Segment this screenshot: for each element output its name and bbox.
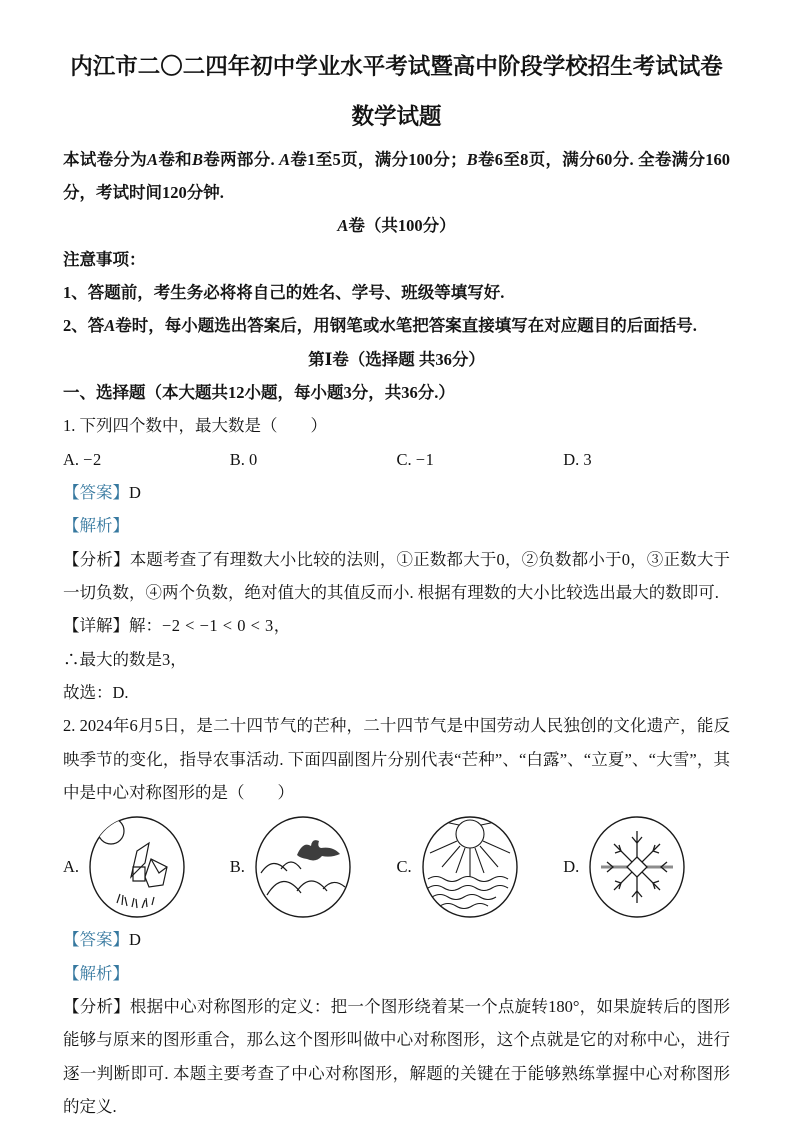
intro-paragraph [63,143,730,210]
intro-text: 本试卷分为 [63,149,148,169]
grain-in-ear-mangzhong-icon [87,815,187,919]
volume-a-heading-text: 卷（共100分） [348,216,456,236]
option-value: 0 [249,449,258,469]
option-label: D. [563,449,580,469]
notice-text: 卷时，每小题选出答案后，用钢笔或水笔把答案直接填写在对应题目的后面括号. [115,316,697,336]
option-value: −1 [415,449,435,469]
intro-text: 卷和 [158,149,192,169]
detail-math: −2 < −1 < 0 < 3， [162,616,291,636]
volume-a-letter: A [279,149,291,169]
snow-daxue-snowflake-icon [587,815,687,919]
notice-text: 2、答 [63,316,105,336]
question-1-options [63,443,730,476]
notice-item-1: 1、答题前，考生务必将将自己的姓名、学号、班级等填写好. [63,283,505,303]
question-1-option-d [563,443,730,476]
option-label: A. [63,857,80,877]
volume-a-heading [63,209,730,242]
analysis-label: 【解析】 [63,963,129,983]
question-1-conclusion: ∴最大的数是3， [63,649,187,669]
option-value: −2 [83,449,102,469]
question-2-figures [63,815,730,919]
intro-text: 卷1至5页，满分100分； [290,149,467,169]
question-1-detail [63,609,730,642]
answer-value: D [129,483,141,503]
analysis-label: 【解析】 [63,516,129,536]
summer-lixia-sun-waves-icon [420,815,520,919]
question-1-answer [63,476,730,509]
option-label: C. [396,857,412,877]
answer-label: 【答案】 [63,930,129,950]
white-dew-bailu-goose-icon [253,815,353,919]
answer-value: D [129,930,141,950]
question-2-option-a [63,815,230,919]
option-label: B. [229,857,245,877]
option-label: D. [563,857,580,877]
option-label: B. [229,449,245,469]
question-2-answer [63,923,730,956]
volume-a-letter: A [147,149,159,169]
volume-b-letter: B [466,149,478,169]
option-label: A. [63,449,80,469]
volume-a-letter: A [104,316,116,336]
page-subtitle: 数学试题 [351,104,442,130]
question-1-analysis-label [63,509,730,542]
option-value: 3 [583,449,593,469]
answer-label: 【答案】 [63,483,129,503]
question-2-stem: 2. 2024年6月5日，是二十四节气的芒种，二十四节气是中国劳动人民独创的文化遗产，能反映季节的变化，指导农事活动. 下面四副图片分别代表“芒种”、“白露”、“立夏”、“大雪”，其中是中心对称图形的是（ ） [63,716,730,802]
volume-a-letter: A [337,216,349,236]
question-2-option-c [397,815,564,919]
question-1-option-c [397,443,564,476]
question-1-option-a [63,443,230,476]
question-2-analysis-label [63,957,730,990]
volume-b-letter: B [191,149,203,169]
notice-heading: 注意事项： [63,249,146,269]
question-2-option-b [230,815,397,919]
option-label: C. [396,449,412,469]
question-1-analysis: 【分析】本题考查了有理数大小比较的法则，①正数都大于0，②负数都小于0，③正数大于一切负数，④两个负数，绝对值大的其值反而小. 根据有理数的大小比较选出最大的数即可. [63,549,730,603]
question-2-option-d [563,815,730,919]
intro-text: 卷两部分. [202,149,280,169]
section1-heading: 一、选择题（本大题共12小题，每小题3分，共36分.） [63,383,455,403]
question-1-stem: 1. 下列四个数中，最大数是（ ） [63,416,327,436]
question-1-option-b [230,443,397,476]
detail-label: 【详解】解： [63,616,162,636]
page-title: 内江市二〇二四年初中学业水平考试暨高中阶段学校招生考试试卷 [70,54,723,79]
question-1-final: 故选：D. [63,683,129,702]
intro-text: 卷6至8页，满分60分. 全卷满分160分，考试时间120分钟. [63,149,731,203]
notice-item-2 [63,309,730,342]
question-2-analysis: 【分析】根据中心对称图形的定义：把一个图形绕着某一个点旋转180°，如果旋转后的图形能够与原来的图形重合，那么这个图形叫做中心对称图形，这个点就是它的对称中心，进行逐一判断即可. 本题主要考查了中心对称图形，解题的关键在于能够熟练掌握中心对称图形的定义. [63,996,730,1116]
part1-heading: 第Ⅰ卷（选择题 共36分） [308,349,485,369]
